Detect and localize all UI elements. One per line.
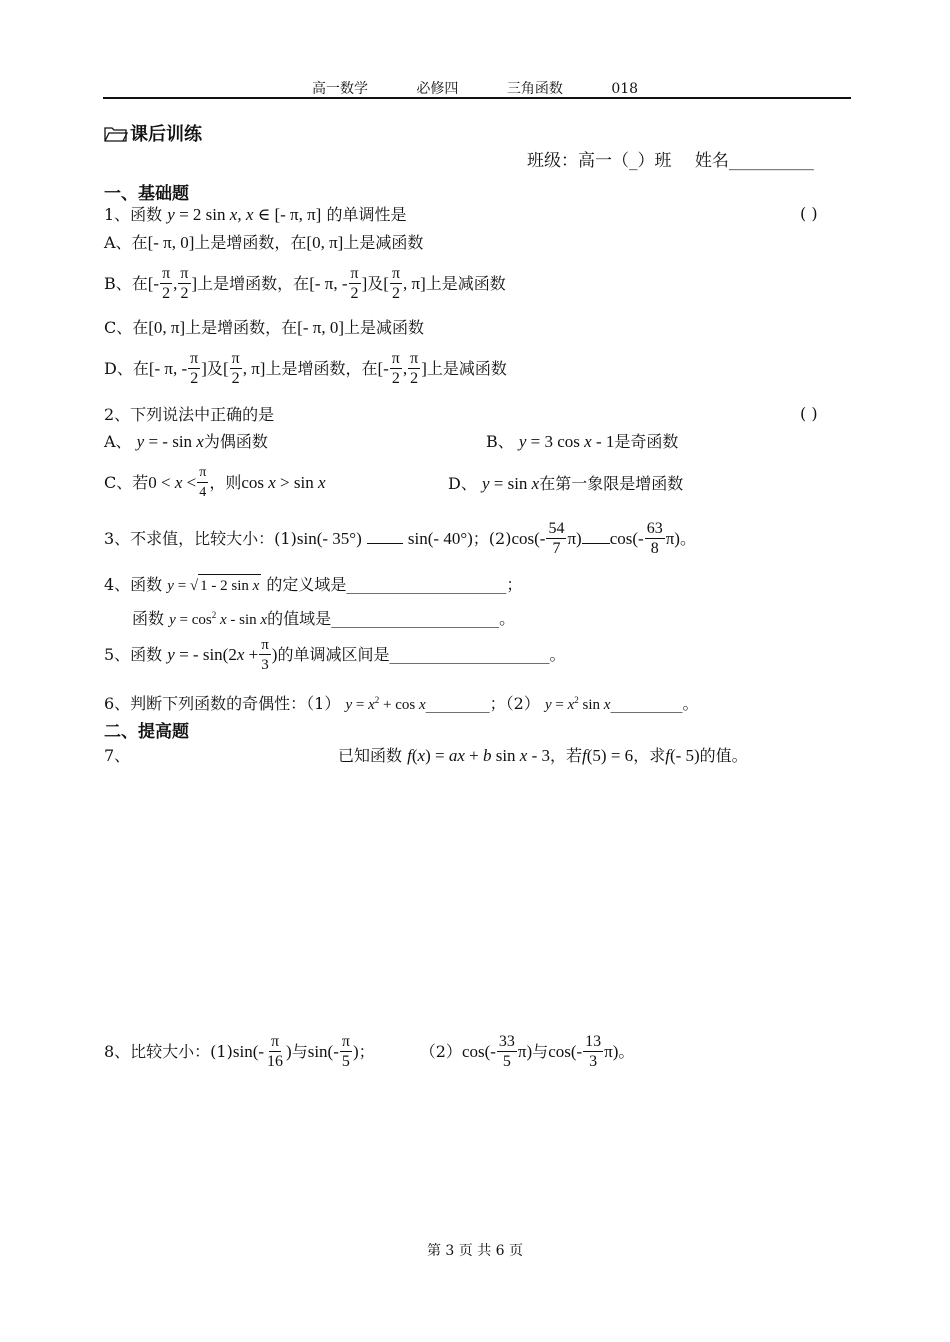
folder-icon bbox=[104, 125, 128, 148]
q1-d-and: 及 bbox=[206, 359, 223, 378]
question-4-line-2: 函数 $y = \cos^2 x - \sin x$的值域是_____________________。 bbox=[132, 609, 516, 628]
exercise-title bbox=[104, 120, 202, 148]
q7-number: 7、 bbox=[104, 746, 131, 765]
q1-number: 1、函数 bbox=[104, 205, 163, 224]
q2-a-label: A、 bbox=[104, 432, 132, 451]
q7-mid2: ，求 bbox=[633, 746, 666, 765]
header-chapter: 三角函数 bbox=[506, 81, 563, 97]
header-book: 必修四 bbox=[416, 81, 459, 97]
header-rule bbox=[103, 97, 851, 99]
q2-option-b: B、 y = 3 cos x - 1是奇函数 bbox=[486, 432, 679, 451]
header-code: 018 bbox=[611, 81, 639, 97]
name-label: 姓名__________ bbox=[694, 151, 814, 171]
q4-tail-1: 的定义域是____________________； bbox=[266, 575, 523, 594]
q8-and-1: 与 bbox=[291, 1042, 308, 1061]
page-header bbox=[0, 78, 950, 98]
q5-tail: 的单调减区间是____________________。 bbox=[277, 645, 566, 664]
q1-c-pre: C、在 bbox=[104, 318, 149, 337]
q1-a-mid: 上是增函数，在 bbox=[194, 233, 307, 252]
q1-a-pre: A、在 bbox=[104, 233, 148, 252]
q1-option-d: D、在[- π, - $\frac{\pi}{2}$ ]及[ $\frac{\pi}{2}$ , π]上是增函数，在[- $\frac{\pi}{2}$ , $\frac{\pi}{2}$ ]上是减函数 bbox=[104, 350, 507, 387]
q2-option-d: D、 y = sin x在第一象限是增函数 bbox=[448, 474, 684, 493]
q3-blank-1[interactable] bbox=[367, 529, 403, 544]
question-6: 6、判断下列函数的奇偶性：（1） $y = x^2 + \cos$ x________；（2） $y = x^2$ sin x_________。 bbox=[104, 694, 699, 713]
q1-b-and: 及 bbox=[367, 274, 384, 293]
title-text: 课后训练 bbox=[130, 124, 202, 145]
q1-d-mid: 上是增函数，在 bbox=[265, 359, 378, 378]
question-8: 8、比较大小：(1)sin(- $\frac{\pi}{16}$ )与sin(- $\frac{\pi}{5}$ )； （2）cos(- $\frac{33}{5}$ π)与cos(- $\frac{13}{3}$ π)。 bbox=[104, 1033, 635, 1070]
header-subject: 高一数学 bbox=[311, 81, 368, 97]
q1-d-pre: D、在 bbox=[104, 359, 149, 378]
q1-a-end: 上是减函数 bbox=[343, 233, 424, 252]
question-2: 2、下列说法中正确的是 bbox=[104, 405, 275, 424]
class-line bbox=[527, 150, 814, 172]
q6-end: _________。 bbox=[610, 694, 699, 713]
q2-b-label: B、 bbox=[486, 432, 514, 451]
question-5: 5、函数 y = - sin(2x + $\frac{\pi}{3}$ )的单调减区间是____________________。 bbox=[104, 637, 566, 673]
q7-mid: ，若 bbox=[550, 746, 583, 765]
q4-pre-2: 函数 bbox=[132, 609, 165, 628]
q1-option-b: B、在[- $\frac{\pi}{2}$ , $\frac{\pi}{2}$ ]上是增函数，在[- π, - $\frac{\pi}{2}$ ]及[ $\frac{\pi}{2}$ , π]上是减函数 bbox=[104, 265, 506, 302]
q8-sep: ； bbox=[358, 1042, 375, 1061]
q2-answer-paren: ( ) bbox=[800, 404, 818, 423]
q3-end: 。 bbox=[679, 529, 696, 548]
q7-end: 的值。 bbox=[699, 746, 748, 765]
q3-blank-2[interactable] bbox=[582, 529, 610, 544]
q1-c-end: 上是减函数 bbox=[344, 318, 425, 337]
q2-c-mid: ，则 bbox=[209, 473, 242, 492]
class-label: 班级：高一（_）班 bbox=[527, 151, 672, 171]
q2-d-label: D、 bbox=[448, 474, 477, 493]
q2-option-c: C、若0 < x < $\frac{\pi}{4}$ ，则cos x > sin x bbox=[104, 465, 326, 500]
q1-option-a: A、在[- π, 0]上是增函数，在[0, π]上是减函数 bbox=[104, 233, 424, 252]
q2-a-tail: 为偶函数 bbox=[203, 432, 268, 451]
q1-tail: 的单调性是 bbox=[326, 205, 407, 224]
question-7: 已知函数 f(x) = ax + b sin x - 3，若f(5) = 6，求f(- 5)的值。 bbox=[338, 746, 748, 765]
q1-b-pre: B、在 bbox=[104, 274, 148, 293]
q8-part-2: （2） bbox=[419, 1042, 462, 1061]
q8-and-2: 与 bbox=[532, 1042, 549, 1061]
q1-b-end: 上是减函数 bbox=[425, 274, 506, 293]
q1-option-c: C、在[0, π]上是增函数，在[- π, 0]上是减函数 bbox=[104, 318, 425, 337]
q3-number: 3、不求值，比较大小：(1) bbox=[104, 529, 297, 548]
q1-b-mid: 上是增函数，在 bbox=[197, 274, 310, 293]
page-footer: 第 3 页 共 6 页 bbox=[426, 1243, 524, 1259]
q1-d-end: 上是减函数 bbox=[426, 359, 507, 378]
q5-pre: 5、函数 bbox=[104, 645, 163, 664]
q1-c-mid: 上是增函数，在 bbox=[185, 318, 298, 337]
q1-answer-paren: ( ) bbox=[800, 204, 818, 223]
q8-number: 8、比较大小：(1) bbox=[104, 1042, 233, 1061]
q4-pre-1: 4、函数 bbox=[104, 575, 163, 594]
section-advanced: 二、提高题 bbox=[104, 722, 189, 742]
section-basic: 一、基础题 bbox=[104, 184, 189, 204]
q3-sep: ；(2) bbox=[472, 529, 512, 548]
question-4-line-1: 4、函数 y = √ 1 - 2 sin x 的定义域是____________________； bbox=[104, 574, 522, 597]
q7-pre: 已知函数 bbox=[338, 746, 403, 765]
q2-d-tail: 在第一象限是增函数 bbox=[539, 474, 684, 493]
q2-c-label: C、若 bbox=[104, 473, 149, 492]
question-3: 3、不求值，比较大小：(1)sin(- 35°) sin(- 40°)；(2)cos(- $\frac{54}{7}$ π) cos(- $\frac{63}{8}$ π)。 bbox=[104, 520, 696, 557]
q2-b-tail: 是奇函数 bbox=[614, 432, 679, 451]
q2-option-a: A、 y = - sin x为偶函数 bbox=[104, 432, 268, 451]
q4-tail-2: 的值域是_____________________。 bbox=[267, 609, 516, 628]
q8-end: 。 bbox=[618, 1042, 635, 1061]
question-1: 1、函数 y = 2 sin x, x ∈ [- π, π] 的单调性是 bbox=[104, 205, 407, 224]
q6-mid: ________；（2） bbox=[425, 694, 540, 713]
q6-pre: 6、判断下列函数的奇偶性：（1） bbox=[104, 694, 341, 713]
